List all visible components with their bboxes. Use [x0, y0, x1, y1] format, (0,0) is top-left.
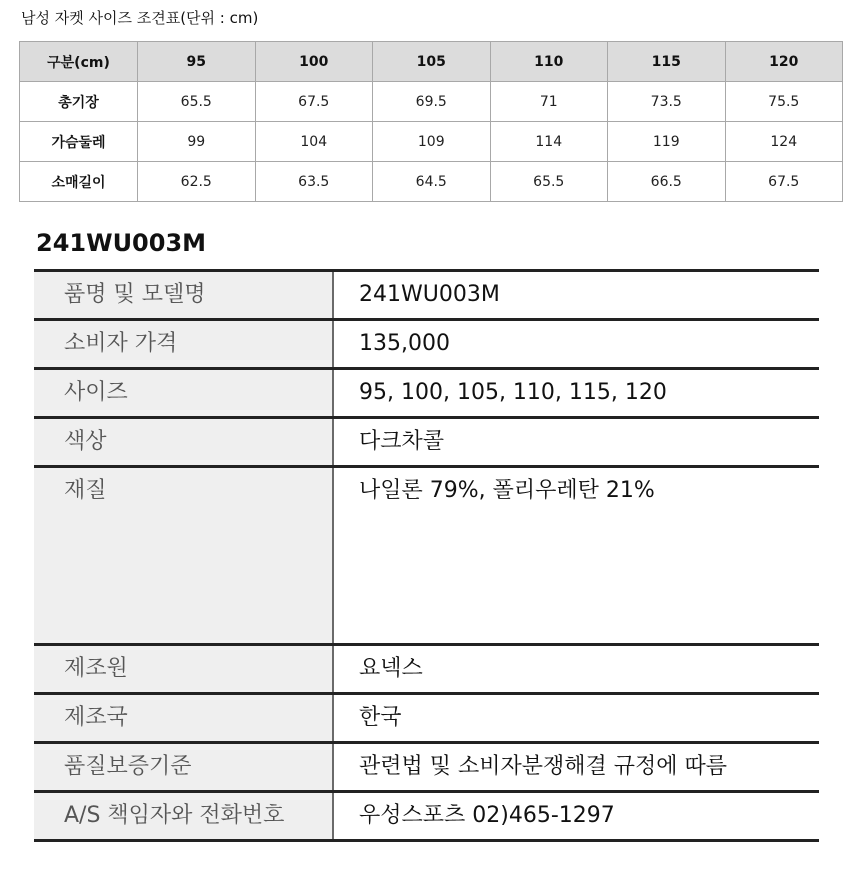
spec-label-text: 색상 [64, 429, 107, 454]
spec-row-material [34, 468, 819, 646]
table-cell: 66.5 [608, 162, 726, 202]
row-label: 총기장 [20, 82, 138, 122]
header-cell-size: 115 [608, 42, 726, 82]
spec-label [34, 468, 334, 643]
table-cell: 63.5 [255, 162, 373, 202]
spec-row-manufacturer [34, 646, 819, 695]
table-cell: 109 [373, 122, 491, 162]
table-cell: 73.5 [608, 82, 726, 122]
spec-label-text: 사이즈 [64, 380, 128, 405]
spec-row-sizes [34, 370, 819, 419]
table-cell: 62.5 [138, 162, 256, 202]
table-cell: 119 [608, 122, 726, 162]
spec-label [34, 744, 334, 790]
spec-value [334, 468, 819, 643]
spec-value-text: 95, 100, 105, 110, 115, 120 [359, 380, 667, 405]
spec-label [34, 646, 334, 692]
model-heading: 241WU003M [36, 229, 207, 257]
size-chart-row-sleeve [20, 162, 843, 202]
spec-value-text: 135,000 [359, 331, 450, 356]
spec-value [334, 695, 819, 741]
spec-value [334, 744, 819, 790]
spec-label-text: 소비자 가격 [64, 331, 178, 356]
row-label: 가슴둘레 [20, 122, 138, 162]
spec-row-model [34, 272, 819, 321]
spec-value-text: 한국 [359, 705, 402, 730]
spec-label-text: 제조국 [64, 705, 128, 730]
size-chart-table [19, 41, 843, 202]
spec-label [34, 419, 334, 465]
spec-label [34, 695, 334, 741]
spec-value-text: 요넥스 [359, 656, 423, 681]
spec-label [34, 370, 334, 416]
spec-value-text: 다크차콜 [359, 429, 445, 454]
table-cell: 65.5 [138, 82, 256, 122]
product-spec-table [34, 269, 819, 842]
spec-label [34, 321, 334, 367]
spec-label-text: 재질 [64, 478, 107, 503]
table-cell: 99 [138, 122, 256, 162]
table-cell: 69.5 [373, 82, 491, 122]
size-chart-row-chest [20, 122, 843, 162]
table-cell: 67.5 [255, 82, 373, 122]
row-label: 소매길이 [20, 162, 138, 202]
spec-row-warranty [34, 744, 819, 793]
spec-value [334, 321, 819, 367]
table-cell: 67.5 [725, 162, 843, 202]
spec-row-price [34, 321, 819, 370]
spec-label [34, 793, 334, 839]
spec-value-text: 관련법 및 소비자분쟁해결 규정에 따름 [359, 754, 728, 779]
table-cell: 75.5 [725, 82, 843, 122]
spec-value [334, 370, 819, 416]
header-cell-size: 100 [255, 42, 373, 82]
table-cell: 71 [490, 82, 608, 122]
spec-label-text: 품질보증기준 [64, 754, 192, 779]
table-cell: 65.5 [490, 162, 608, 202]
size-chart-header-row [20, 42, 843, 82]
spec-value [334, 646, 819, 692]
spec-label [34, 272, 334, 318]
size-chart-row-length [20, 82, 843, 122]
header-cell-category: 구분(cm) [20, 42, 138, 82]
spec-label-text: 제조원 [64, 656, 128, 681]
table-cell: 124 [725, 122, 843, 162]
spec-value-text: 241WU003M [359, 282, 500, 307]
spec-value-text: 나일론 79%, 폴리우레탄 21% [359, 478, 655, 503]
header-cell-size: 95 [138, 42, 256, 82]
size-chart-title: 남성 자켓 사이즈 조견표(단위 : cm) [21, 9, 259, 27]
header-cell-size: 105 [373, 42, 491, 82]
header-cell-size: 110 [490, 42, 608, 82]
spec-label-text: A/S 책임자와 전화번호 [64, 803, 285, 828]
header-cell-size: 120 [725, 42, 843, 82]
table-cell: 104 [255, 122, 373, 162]
table-cell: 64.5 [373, 162, 491, 202]
spec-value-text: 우성스포츠 02)465-1297 [359, 803, 615, 828]
spec-value [334, 419, 819, 465]
spec-row-color [34, 419, 819, 468]
spec-value [334, 793, 819, 839]
spec-label-text: 품명 및 모델명 [64, 282, 206, 307]
spec-row-country [34, 695, 819, 744]
spec-value [334, 272, 819, 318]
spec-row-as-contact [34, 793, 819, 842]
table-cell: 114 [490, 122, 608, 162]
